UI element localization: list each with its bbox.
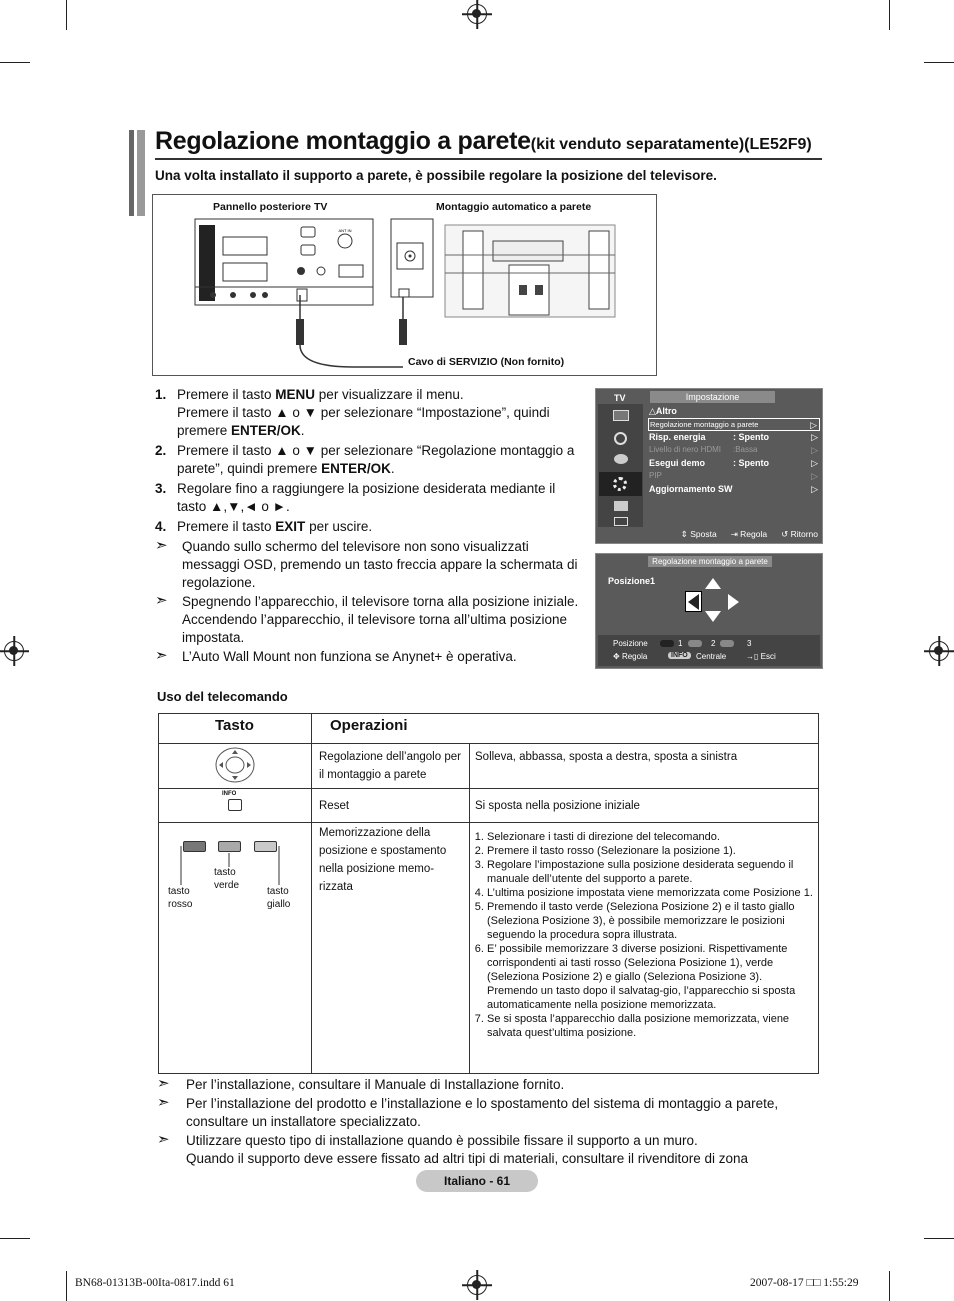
note-item bbox=[155, 593, 585, 647]
notes-list bbox=[155, 538, 585, 666]
setup-icon bbox=[599, 472, 642, 496]
osd-item-value: : Spento bbox=[733, 458, 769, 468]
step-item bbox=[155, 518, 585, 536]
note-text: Utilizzare questo tipo di installazione quando è possibile fissare il supporto a un muro. Quando il supporto deve essere fissato ad altri tipi di materiali, consultare il rivenditore di zona bbox=[186, 1133, 749, 1166]
table-header-row bbox=[159, 714, 819, 744]
osd-item-label: Regolazione montaggio a parete bbox=[650, 420, 759, 429]
note-arrow-icon: ➣ bbox=[157, 1131, 170, 1148]
osd-item-arrow-icon: ▷ bbox=[811, 471, 818, 481]
title-main: Regolazione montaggio a parete bbox=[155, 127, 531, 155]
osd-position-title: Posizione1 bbox=[608, 576, 656, 586]
osd-header: Impostazione bbox=[650, 391, 775, 403]
key-cell bbox=[159, 744, 312, 789]
osd-menu-item bbox=[648, 470, 820, 483]
crop-mark bbox=[66, 0, 67, 30]
osd-item-arrow-icon: ▷ bbox=[811, 445, 818, 455]
table-row bbox=[159, 789, 819, 823]
note-text: Quando sullo schermo del televisore non sono visualizzati messaggi OSD, premendo un tasto freccia appare la schermata di regolazione. bbox=[182, 539, 578, 590]
table-row bbox=[159, 823, 819, 1074]
step-number: 2. bbox=[155, 443, 167, 458]
func-cell: Reset bbox=[312, 789, 470, 823]
osd-footer-move: ⇕ Sposta bbox=[680, 529, 717, 539]
registration-mark-icon bbox=[467, 4, 487, 24]
osd-item-value: : Spento bbox=[733, 432, 769, 442]
note-item bbox=[157, 1095, 817, 1131]
list-item: 7. Se si sposta l’apparecchio dalla posizione memorizzata, viene salvata quest’ultima posizione. bbox=[487, 1012, 813, 1040]
osd-menu-item bbox=[648, 457, 820, 470]
channel-icon bbox=[614, 454, 628, 464]
osd-footer-adjust: ⇥ Regola bbox=[730, 529, 768, 539]
osd-item-value: :Bassa bbox=[733, 445, 758, 454]
list-item: 3. Regolare l’impostazione sulla posizione desiderata seguendo il manuale dell’utente del supporto a parete. bbox=[487, 858, 813, 886]
osd-menu-item bbox=[648, 431, 820, 444]
color-keys bbox=[159, 823, 309, 913]
label-auto-mount: Montaggio automatico a parete bbox=[436, 201, 592, 213]
arrow-down-icon bbox=[705, 611, 721, 622]
remote-table bbox=[158, 713, 819, 1074]
osd-item-arrow-icon: ▷ bbox=[811, 458, 818, 468]
osd-position-bar bbox=[598, 635, 820, 666]
section-side-bar bbox=[129, 130, 145, 216]
osd-item-arrow-icon: ▷ bbox=[811, 484, 818, 494]
osd-adjust-screen bbox=[595, 553, 823, 669]
desc-cell: Si sposta nella posizione iniziale bbox=[470, 789, 819, 823]
func-cell: Regolazione dell’angolo per il montaggio a parete bbox=[312, 744, 470, 789]
info-badge: INFO bbox=[668, 652, 691, 659]
footer-file: BN68-01313B-00Ita-0817.indd 61 bbox=[75, 1277, 235, 1289]
note-arrow-icon: ➣ bbox=[157, 1075, 170, 1092]
osd-item-label: PIP bbox=[649, 471, 662, 480]
osd-menu-item bbox=[648, 405, 820, 418]
intro-text: Una volta installato il supporto a parete, è possibile regolare la posizione del televisore. bbox=[155, 168, 717, 183]
step-item bbox=[155, 442, 585, 478]
osd-menu-item bbox=[648, 483, 820, 496]
step-item bbox=[155, 480, 585, 516]
osd-item-label: Aggiornamento SW bbox=[649, 484, 733, 494]
footer-date: 2007-08-17 □□ 1:55:29 bbox=[750, 1277, 859, 1289]
list-item: 4. L’ultima posizione impostata viene memorizzata come Posizione 1. bbox=[487, 886, 813, 900]
col-key-header: Tasto bbox=[159, 714, 312, 744]
desc-cell: Solleva, abbassa, sposta a destra, sposta a sinistra bbox=[470, 744, 819, 789]
list-item: 1. Selezionare i tasti di direzione del telecomando. bbox=[487, 830, 813, 844]
memory-steps-list bbox=[473, 830, 813, 1040]
key-cell bbox=[159, 789, 312, 823]
note-text: Per l’installazione del prodotto e l’installazione e lo spostamento del sistema di montaggio a parete, consultare un installatore specializzato. bbox=[186, 1096, 779, 1129]
osd-item-arrow-icon: ▷ bbox=[811, 432, 818, 442]
green-key-label: tasto verde bbox=[214, 867, 240, 891]
list-item: 5. Premendo il tasto verde (Seleziona Posizione 2) e il tasto giallo (Seleziona Posizione 3), è possibile memorizzare le posizioni seguendo la procedura sopra illustrata. bbox=[487, 900, 813, 942]
connection-illustration bbox=[153, 195, 658, 377]
pos-dot-green bbox=[688, 640, 702, 647]
osd-item-arrow-icon: ▷ bbox=[810, 420, 817, 430]
crop-mark bbox=[66, 1271, 67, 1301]
footer-exit: →▯ Esci bbox=[746, 652, 776, 661]
step-number: 4. bbox=[155, 519, 167, 534]
list-item: 2. Premere il tasto rosso (Selezionare la posizione 1). bbox=[487, 844, 813, 858]
bottom-notes bbox=[157, 1075, 817, 1168]
arrow-left-icon bbox=[685, 591, 702, 612]
osd-item-label: △Altro bbox=[649, 406, 677, 416]
osd-item-label: Risp. energia bbox=[649, 432, 706, 442]
footer-center: Centrale bbox=[696, 652, 727, 661]
step-number: 1. bbox=[155, 387, 167, 402]
footer-adjust: ✥ Regola bbox=[613, 652, 648, 661]
page-title bbox=[155, 127, 822, 160]
step-text: Premere il tasto ▲ o ▼ per selezionare “Regolazione montaggio a parete”, quindi premere ENTER/OK. bbox=[177, 443, 575, 476]
note-item bbox=[155, 538, 585, 592]
pos-dot-red bbox=[660, 640, 674, 647]
osd-item-label: Livello di nero HDMI bbox=[649, 445, 722, 454]
osd-footer-back: ↺ Ritorno bbox=[781, 529, 818, 539]
crop-mark bbox=[0, 1238, 30, 1239]
osd-adjust-header: Regolazione montaggio a parete bbox=[648, 556, 772, 567]
label-rear-panel: Pannello posteriore TV bbox=[213, 201, 328, 213]
crop-mark bbox=[0, 62, 30, 63]
osd-setup-menu bbox=[595, 388, 823, 544]
registration-mark-icon bbox=[929, 641, 949, 661]
app-icon bbox=[614, 517, 628, 526]
pos-num-1: 1 bbox=[678, 639, 683, 648]
connection-diagram bbox=[152, 194, 657, 376]
arrow-up-icon bbox=[705, 578, 721, 589]
step-text: Regolare fino a raggiungere la posizione desiderata mediante il tasto ▲,▼,◄ o ►. bbox=[177, 481, 556, 514]
instruction-steps bbox=[155, 386, 585, 666]
pos-label: Posizione bbox=[613, 639, 648, 648]
yellow-key-label: tasto giallo bbox=[267, 886, 291, 910]
osd-menu-item bbox=[648, 418, 820, 431]
step-text: Premere il tasto EXIT per uscire. bbox=[177, 519, 373, 534]
steps-list bbox=[155, 386, 585, 536]
note-text: L’Auto Wall Mount non funziona se Anynet+ è operativa. bbox=[182, 649, 517, 664]
pos-dot-yellow bbox=[720, 640, 734, 647]
col-ops-header: Operazioni bbox=[312, 714, 819, 744]
input-icon bbox=[614, 501, 628, 511]
note-text: Per l’installazione, consultare il Manuale di Installazione fornito. bbox=[186, 1077, 565, 1092]
step-item bbox=[155, 386, 585, 440]
func-cell: Memorizzazione della posizione e spostamento nella posizione memo-rizzata bbox=[312, 823, 470, 1074]
osd-footer bbox=[644, 529, 818, 540]
osd-menu-item bbox=[648, 444, 820, 457]
note-item bbox=[157, 1132, 817, 1168]
registration-mark-icon bbox=[467, 1275, 487, 1295]
remote-heading: Uso del telecomando bbox=[157, 689, 288, 704]
list-item: 6. E’ possibile memorizzare 3 diverse posizioni. Rispettivamente corrispondenti ai tasti rosso (Seleziona Posizione 1), verde (Seleziona Posizione 2) e giallo (Seleziona Posizione 3). Premendo un tasto dopo il salvatag-gio, l’apparecchio si sposta automaticamente nella posizione memorizzata. bbox=[487, 942, 813, 1012]
pos-num-3: 3 bbox=[747, 639, 752, 648]
osd-item-label: Esegui demo bbox=[649, 458, 706, 468]
step-number: 3. bbox=[155, 481, 167, 496]
picture-icon bbox=[613, 410, 629, 421]
note-arrow-icon: ➣ bbox=[155, 537, 168, 554]
arrow-right-icon bbox=[728, 594, 739, 610]
directional-pad-icon bbox=[214, 746, 256, 784]
step-text: Premere il tasto MENU per visualizzare il menu. Premere il tasto ▲ o ▼ per selezionare “Impostazione”, quindi premere ENTER/OK. bbox=[177, 387, 550, 438]
note-arrow-icon: ➣ bbox=[157, 1094, 170, 1111]
note-arrow-icon: ➣ bbox=[155, 647, 168, 664]
crop-mark bbox=[889, 1271, 890, 1301]
crop-mark bbox=[924, 1238, 954, 1239]
label-service-cable: Cavo di SERVIZIO (Non fornito) bbox=[408, 356, 565, 368]
red-key-label: tasto rosso bbox=[168, 886, 193, 910]
osd-icon-column bbox=[598, 404, 643, 527]
note-item bbox=[155, 648, 585, 666]
note-text: Spegnendo l’apparecchio, il televisore torna alla posizione iniziale. Accendendo l’apparecchio, il televisore torna all’ultima posizione impostata. bbox=[182, 594, 579, 645]
pos-num-2: 2 bbox=[711, 639, 716, 648]
title-sub: (kit venduto separatamente)(LE52F9) bbox=[530, 136, 812, 153]
registration-mark-icon bbox=[4, 641, 24, 661]
note-item bbox=[157, 1076, 817, 1094]
key-cell bbox=[159, 823, 312, 1074]
info-key-icon: INFO bbox=[222, 791, 248, 817]
desc-cell bbox=[470, 823, 819, 1074]
note-arrow-icon: ➣ bbox=[155, 592, 168, 609]
sound-icon bbox=[614, 432, 627, 445]
crop-mark bbox=[924, 62, 954, 63]
crop-mark bbox=[889, 0, 890, 30]
ant-in-label: ANT IN bbox=[338, 228, 352, 233]
table-row bbox=[159, 744, 819, 789]
page-number-badge: Italiano - 61 bbox=[416, 1170, 538, 1192]
osd-tv-label: TV bbox=[614, 393, 626, 403]
osd-item-list bbox=[648, 405, 820, 496]
